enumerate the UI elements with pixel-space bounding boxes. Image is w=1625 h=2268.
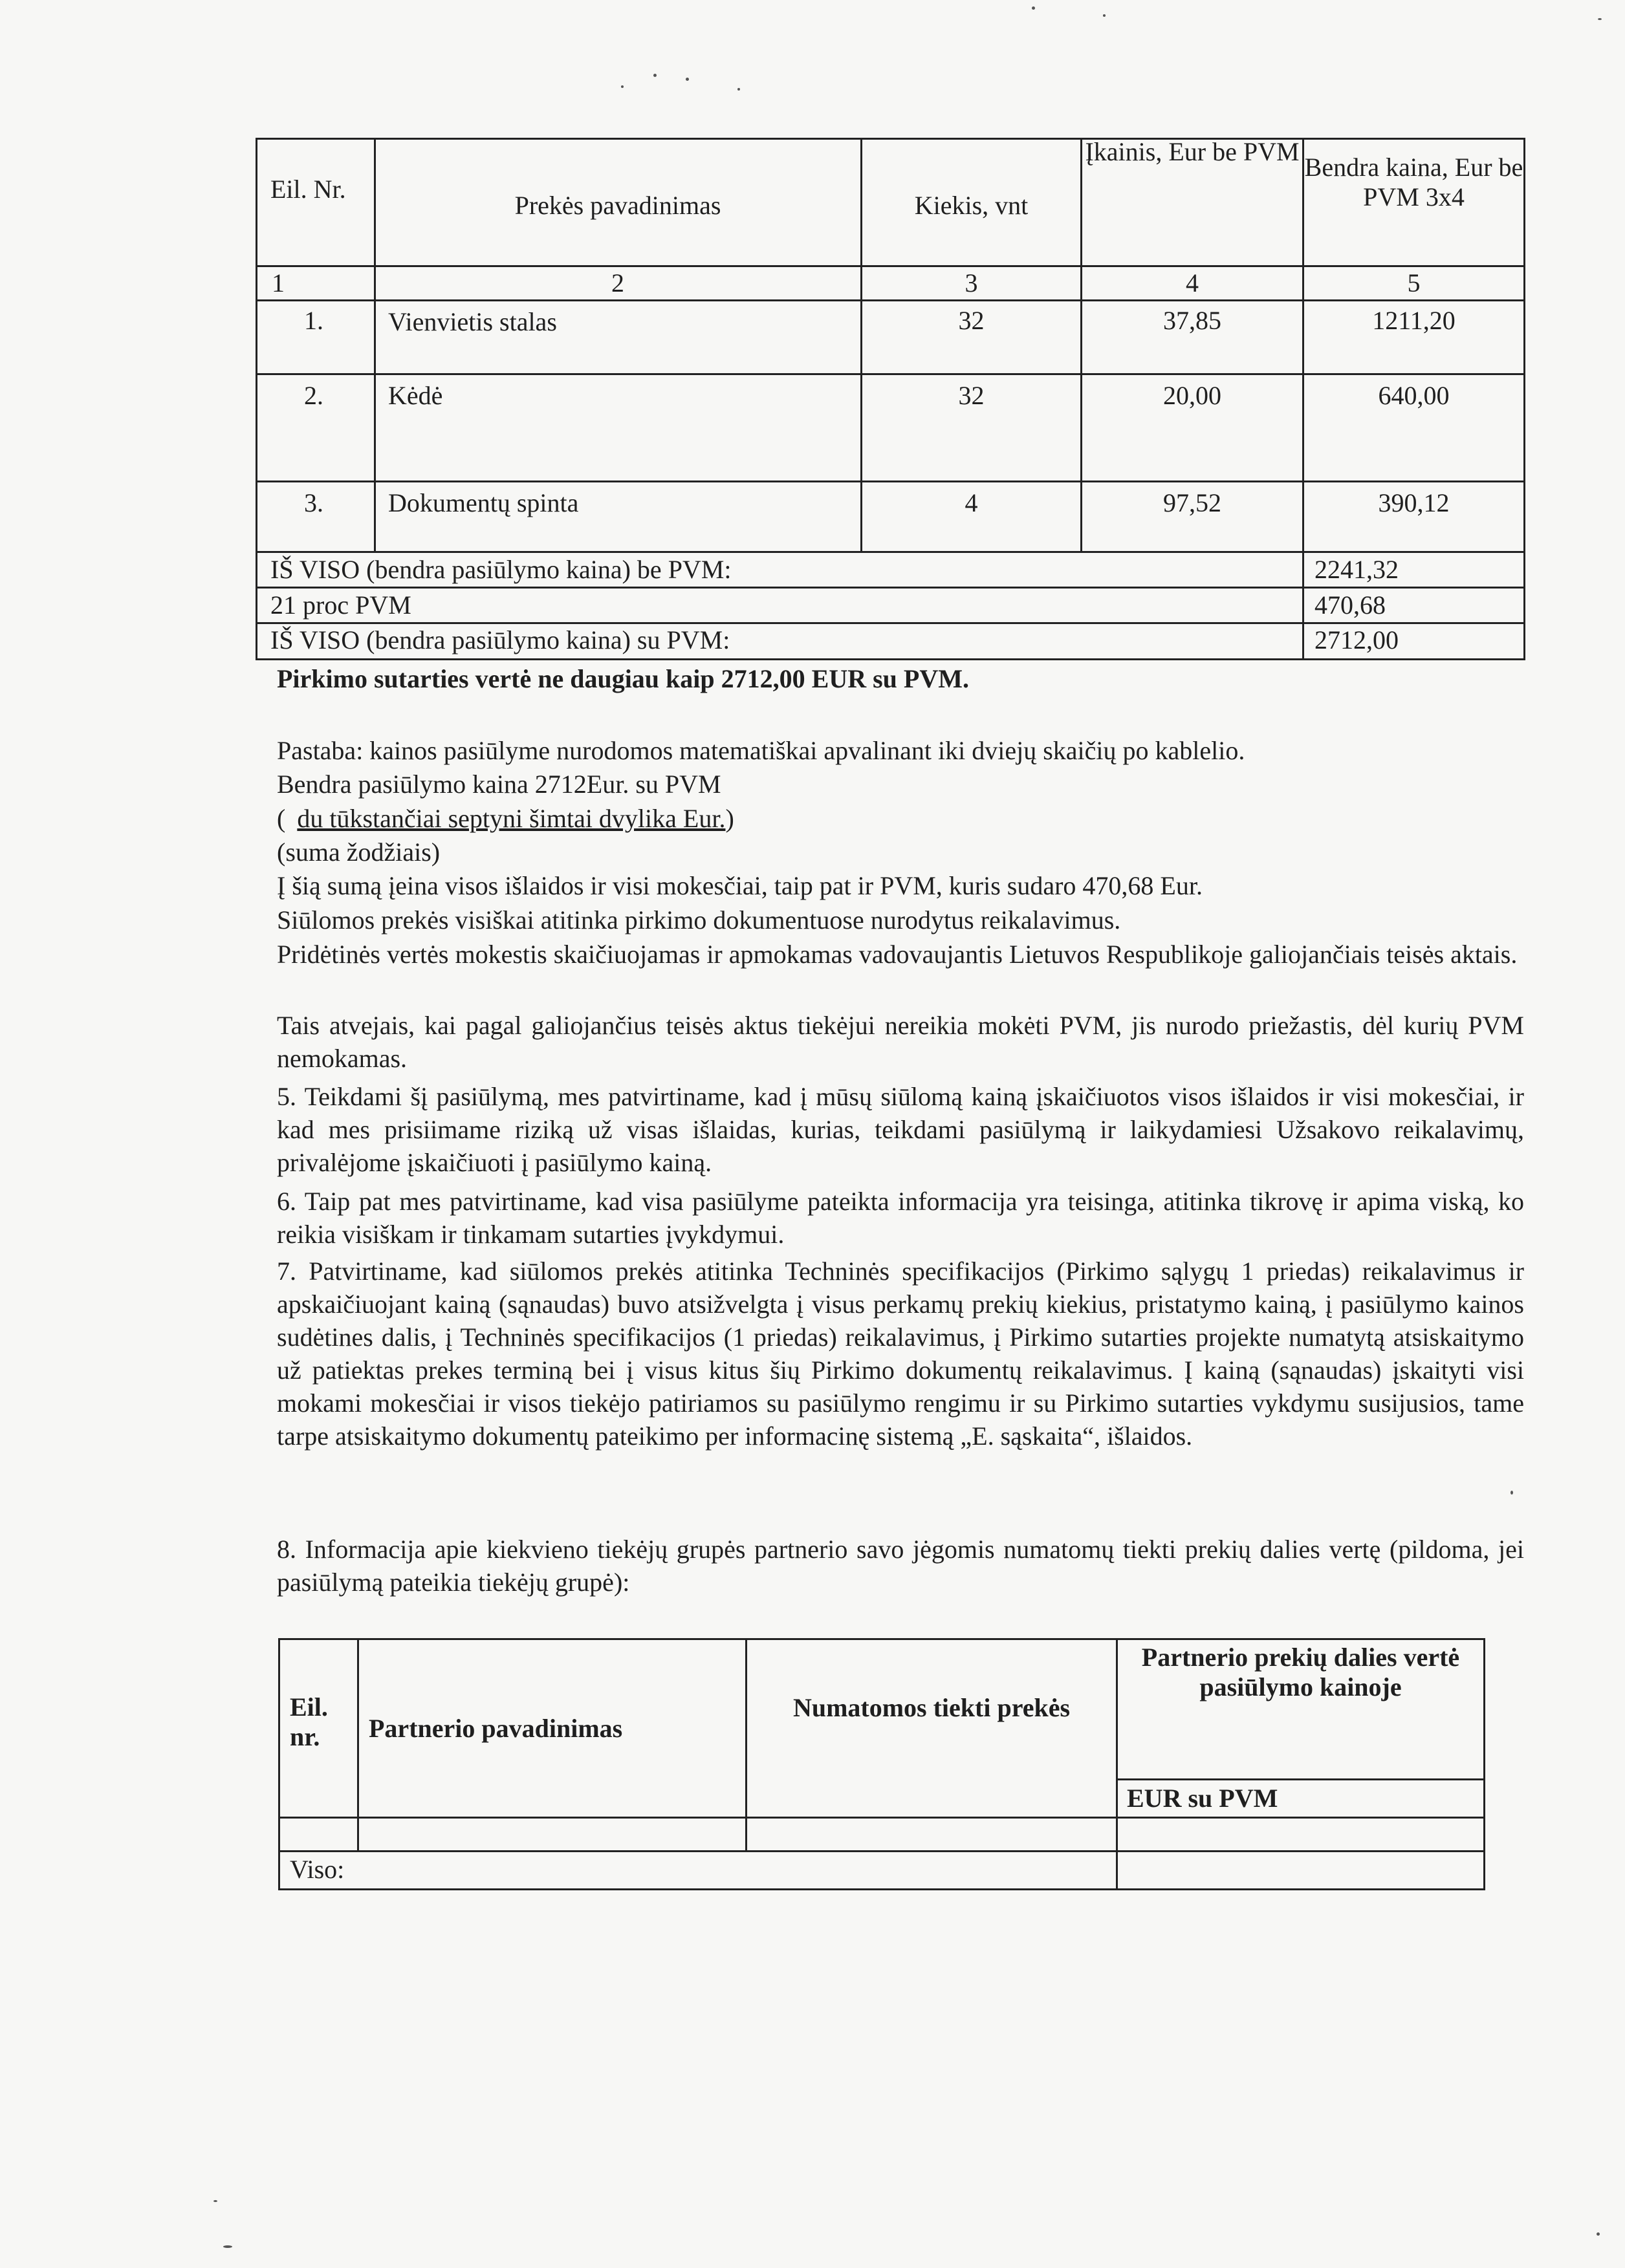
amount-in-words-hint: (suma žodžiais) xyxy=(277,837,441,867)
item-name: Vienvietis stalas xyxy=(388,307,557,336)
total-with-vat-value: 2712,00 xyxy=(1314,625,1399,654)
header-partner-name: Partnerio pavadinimas xyxy=(369,1714,623,1743)
row-number: 2. xyxy=(304,381,323,410)
header-total-price: Bendra kaina, Eur be PVM 3x4 xyxy=(1304,153,1523,211)
item-unit-price: 37,85 xyxy=(1163,306,1221,335)
total-without-vat-label: IŠ VISO (bendra pasiūlymo kaina) be PVM: xyxy=(270,555,732,584)
paragraph-7: 7. Patvirtiname, kad siūlomos prekės atitinka Techninės specifikacijos (Pirkimo sąlygų 1 priedas) reikalavimus ir apskaičiuojant kainą (sąnaudas) buvo atsižvelgta į visus perkamų prekių kiekius, pristatymo kainą, į pasiūlymo kainos sudėtines dalis, į Techninės specifikacijos (1 priedas) reikalavimus, į Pirkimo sutarties projekte numatytą atsiskaitymo už patiektas prekes terminą bei į visus kitus šių Pirkimo dokumentų reikalavimus. Į kainą (sąnaudas) įskaityti visi mokami mokesčiai ir visos tiekėjo patiriamos su pasiūlymo rengimu ir su Pirkimo sutarties vykdymu susijusios, tame tarpe atsiskaitymo dokumentų pateikimo per informacinę sistemą „E. sąskaita“, išlaidos. xyxy=(277,1257,1524,1451)
col-number-3: 3 xyxy=(965,268,978,297)
item-name: Dokumentų spinta xyxy=(388,488,579,517)
row-number: 3. xyxy=(304,488,323,517)
vat-label: 21 proc PVM xyxy=(270,590,411,620)
price-rounding-note: Pastaba: kainos pasiūlyme nurodomos matematiškai apvalinant iki dviejų skaičių po kablelio. xyxy=(277,736,1245,765)
contract-value-statement: Pirkimo sutarties vertė ne daugiau kaip 2712,00 EUR su PVM. xyxy=(277,664,969,693)
col-number-1: 1 xyxy=(272,268,285,297)
amount-in-words xyxy=(277,802,1524,835)
item-total: 1211,20 xyxy=(1372,306,1456,335)
vat-paragraph: Pridėtinės vertės mokestis skaičiuojamas ir apmokamas vadovaujantis Lietuvos Respublikoje galiojančiais teisės aktais. xyxy=(277,940,1518,969)
conformity-paragraph: Siūlomos prekės visiškai atitinka pirkimo dokumentuose nurodytus reikalavimus. xyxy=(277,905,1121,934)
partner-table xyxy=(0,1617,1625,1908)
paren-close: ) xyxy=(725,804,734,833)
item-quantity: 32 xyxy=(958,306,985,335)
header-partner-value: Partnerio prekių dalies vertė pasiūlymo kainoje xyxy=(1141,1643,1460,1701)
paragraph-5: 5. Teikdami šį pasiūlymą, mes patvirtiname, kad į mūsų siūlomą kainą įskaičiuotos visos išlaidos ir visi mokesčiai, ir kad mes prisiimame riziką už visas išlaidas, kurias, teikdami pasiūlymą ir laikydamiesi Užsakovo reikalavimų, privalėjome įskaičiuoti į pasiūlymo kainą. xyxy=(277,1082,1524,1177)
item-total: 640,00 xyxy=(1378,381,1450,410)
item-total: 390,12 xyxy=(1378,488,1450,517)
row-number: 1. xyxy=(304,306,323,335)
header-supplied-goods: Numatomos tiekti prekės xyxy=(792,1693,1071,1722)
scan-speck xyxy=(1597,2232,1600,2236)
includes-all-costs-paragraph: Į šią sumą įeina visos išlaidos ir visi mokesčiai, taip pat ir PVM, kuris sudaro 470,68 Eur. xyxy=(277,871,1203,900)
total-without-vat-value: 2241,32 xyxy=(1314,555,1399,584)
scan-speck xyxy=(213,2200,217,2202)
total-with-vat-label: IŠ VISO (bendra pasiūlymo kaina) su PVM: xyxy=(270,625,730,654)
paragraph-6: 6. Taip pat mes patvirtiname, kad visa pasiūlyme pateikta informacija yra teisinga, atitinka tikrovę ir apima viską, ko reikia visiškam ir tinkamam sutarties įvykdymui. xyxy=(277,1187,1524,1249)
item-name: Kėdė xyxy=(388,381,443,410)
item-unit-price: 97,52 xyxy=(1163,488,1221,517)
scan-speck xyxy=(223,2245,232,2248)
amount-words-text: du tūkstančiai septyni šimtai dvylika Eur. xyxy=(297,804,726,833)
header-eil-nr: Eil. nr. xyxy=(290,1692,328,1751)
col-number-2: 2 xyxy=(611,268,624,297)
header-eil-nr: Eil. Nr. xyxy=(270,175,346,204)
partner-total-label: Viso: xyxy=(290,1855,345,1884)
scan-speck xyxy=(1510,1491,1513,1495)
header-unit-price: Įkainis, Eur be PVM xyxy=(1085,137,1300,166)
item-unit-price: 20,00 xyxy=(1163,381,1221,410)
item-quantity: 32 xyxy=(958,381,985,410)
col-number-5: 5 xyxy=(1407,268,1421,297)
header-item-name: Prekės pavadinimas xyxy=(514,191,721,220)
header-value-unit: EUR su PVM xyxy=(1127,1784,1278,1813)
total-offer-price-line: Bendra pasiūlymo kaina 2712Eur. su PVM xyxy=(277,770,721,799)
offer-table xyxy=(0,0,1625,666)
header-quantity: Kiekis, vnt xyxy=(914,191,1029,220)
vat-value: 470,68 xyxy=(1314,590,1386,620)
paren-open: ( xyxy=(277,804,286,833)
item-quantity: 4 xyxy=(965,488,978,517)
paragraph-8: 8. Informacija apie kiekvieno tiekėjų grupės partnerio savo jėgomis numatomų tiekti prekių dalies vertę (pildoma, jei pasiūlymą pateikia tiekėjų grupė): xyxy=(277,1535,1524,1597)
no-vat-paragraph: Tais atvejais, kai pagal galiojančius teisės aktus tiekėjui nereikia mokėti PVM, jis nurodo priežastis, dėl kurių PVM nemokamas. xyxy=(277,1011,1524,1073)
col-number-4: 4 xyxy=(1186,268,1199,297)
